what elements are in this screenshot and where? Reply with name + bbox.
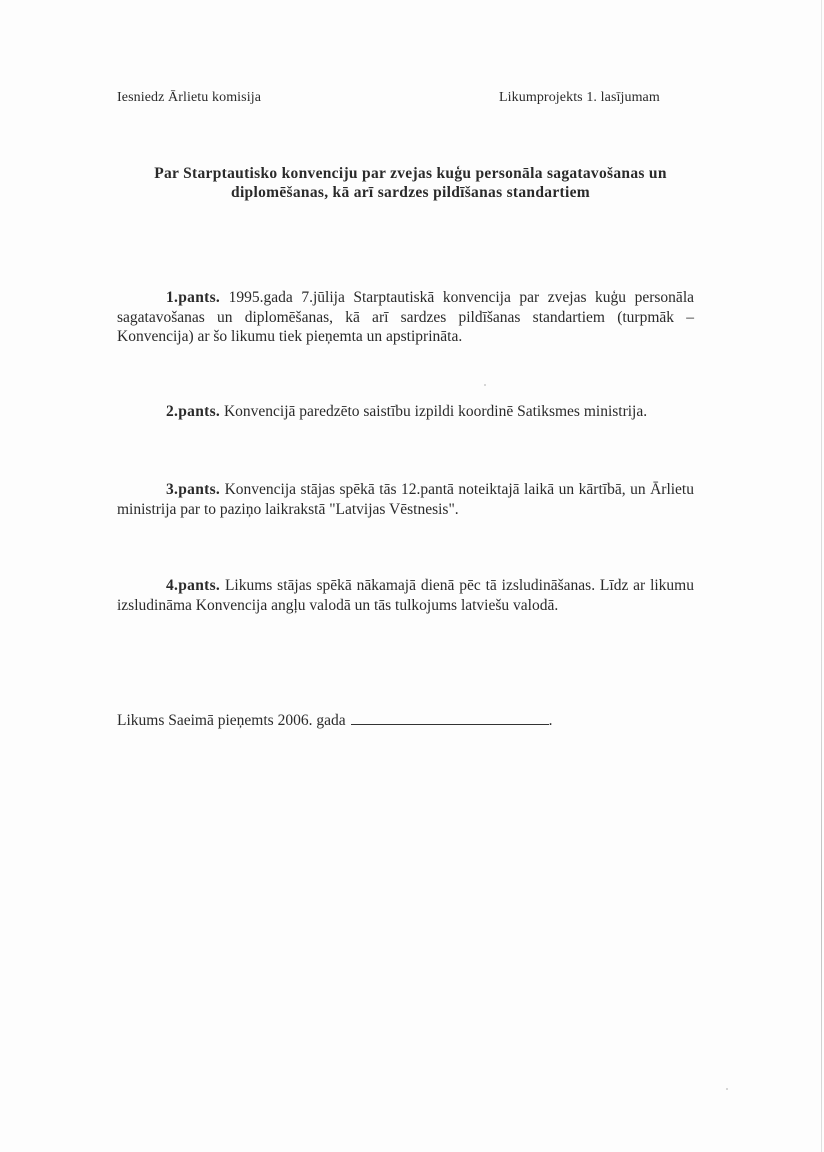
document-title: Par Starptautisko konvenciju par zvejas kuģu personāla sagatavošanas un diplomēšanas, kā arī sardzes pildīšanas standartiem — [154, 165, 667, 201]
article-1-label: 1.pants. — [166, 289, 221, 306]
article-4 — [117, 576, 694, 615]
submitter-label: Iesniedz Ārlietu komisija — [117, 90, 262, 105]
scan-edge — [821, 0, 822, 1152]
article-3 — [117, 480, 694, 519]
article-1-text: 1995.gada 7.jūlija Starptautiskā konvencija par zvejas kuģu personāla sagatavošanas un diplomēšanas, kā arī sardzes pildīšanas standartiem (turpmāk – Konvencija) ar šo likumu tiek pieņemta un apstiprināta. — [117, 289, 694, 345]
adoption-text: Likums Saeimā pieņemts 2006. gada — [117, 712, 346, 729]
adoption-end: . — [548, 712, 553, 729]
adoption-line — [117, 710, 552, 730]
article-3-text: Konvencija stājas spēkā tās 12.pantā noteiktajā laikā un kārtībā, un Ārlietu ministrija par to paziņo laikrakstā "Latvijas Vēstnesis". — [117, 481, 694, 518]
article-4-text: Likums stājas spēkā nākamajā dienā pēc tā izsludināšanas. Līdz ar likumu izsludināma Konvencija angļu valodā un tās tulkojums latviešu valodā. — [117, 577, 694, 614]
article-2-text: Konvencijā paredzēto saistību izpildi koordinē Satiksmes ministrija. — [220, 403, 648, 420]
scan-speck — [484, 384, 486, 386]
article-3-label: 3.pants. — [166, 481, 221, 498]
reading-label: Likumprojekts 1. lasījumam — [499, 90, 660, 105]
article-2 — [117, 402, 694, 422]
date-blank-line — [351, 710, 549, 725]
article-2-label: 2.pants. — [166, 403, 221, 420]
scan-speck — [726, 1088, 728, 1090]
article-4-label: 4.pants. — [166, 577, 221, 594]
article-1 — [117, 288, 694, 347]
